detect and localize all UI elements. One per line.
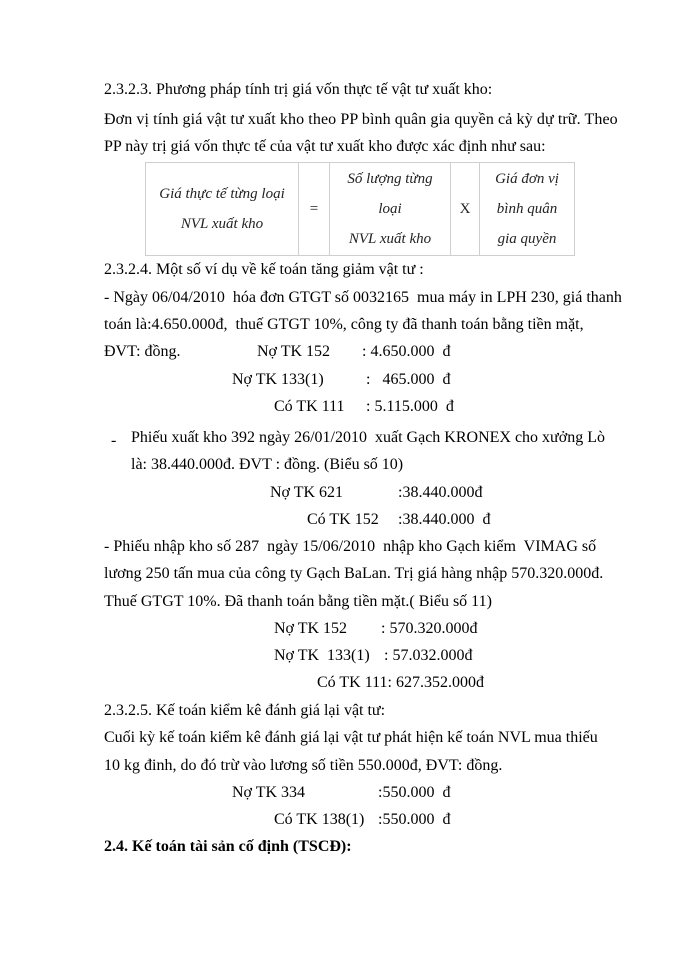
formula-cell-actual-price: Giá thực tế từng loại NVL xuất kho: [146, 163, 299, 256]
journal-entry-amount: :550.000 đ: [378, 811, 451, 828]
journal-entry-amount: :550.000 đ: [378, 784, 451, 801]
paragraph-line: - Ngày 06/04/2010 hóa đơn GTGT số 0032165 mua máy in LPH 230, giá thanh: [104, 289, 622, 306]
journal-entry-debit: Nợ TK 152: [274, 620, 348, 637]
paragraph-line: ĐVT: đồng.: [104, 343, 181, 360]
formula-multiply-sign: X: [451, 163, 480, 256]
section-heading-2325: 2.3.2.5. Kế toán kiểm kê đánh giá lại vật tư:: [104, 702, 386, 719]
paragraph-line: - Phiếu nhập kho số 287 ngày 15/06/2010 nhập kho Gạch kiểm VIMAG số: [104, 538, 597, 555]
journal-entry-credit: Có TK 152: [307, 511, 379, 528]
paragraph-line: PP này trị giá vốn thực tế của vật tư xuất kho được xác định như sau:: [104, 138, 546, 155]
paragraph-line: lương 250 tấn mua của công ty Gạch BaLan. Trị giá hàng nhập 570.320.000đ.: [104, 565, 604, 582]
journal-entry-debit: Nợ TK 334: [232, 784, 306, 801]
paragraph-line: toán là:4.650.000đ, thuế GTGT 10%, công ty đã thanh toán bằng tiền mặt,: [104, 316, 584, 333]
formula-cell-quantity: Số lượng từng loại NVL xuất kho: [330, 163, 451, 256]
journal-entry-amount: : 570.320.000đ: [381, 620, 478, 637]
section-heading-24: 2.4. Kế toán tài sản cố định (TSCĐ):: [104, 838, 352, 855]
journal-entry-amount: : 57.032.000đ: [384, 647, 473, 664]
section-heading-2324: 2.3.2.4. Một số ví dụ về kế toán tăng giảm vật tư :: [104, 261, 424, 278]
journal-entry-debit: Nợ TK 133(1): [274, 647, 370, 664]
paragraph-line: 10 kg đinh, do đó trừ vào lương số tiền 550.000đ, ĐVT: đồng.: [104, 757, 503, 774]
paragraph-line: Thuế GTGT 10%. Đã thanh toán bằng tiền mặt.( Biểu số 11): [104, 593, 492, 610]
journal-entry-debit: Nợ TK 152: [257, 343, 331, 360]
journal-entry-debit: Nợ TK 621: [270, 484, 344, 501]
paragraph-line: là: 38.440.000đ. ĐVT : đồng. (Biểu số 10): [131, 456, 404, 473]
journal-entry-amount: : 465.000 đ: [366, 371, 451, 388]
formula-table: [145, 162, 575, 256]
journal-entry-amount: :38.440.000 đ: [398, 511, 491, 528]
journal-entry-debit: Nợ TK 133(1): [232, 371, 324, 388]
section-heading-2323: 2.3.2.3. Phương pháp tính trị giá vốn thực tế vật tư xuất kho:: [104, 81, 493, 98]
journal-entry-amount: : 4.650.000 đ: [362, 343, 451, 360]
formula-cell-unit-price: Giá đơn vị bình quân gia quyền: [480, 163, 575, 256]
paragraph-line: Đơn vị tính giá vật tư xuất kho theo PP bình quân gia quyền cả kỳ dự trữ. Theo: [104, 111, 618, 128]
list-bullet: -: [111, 432, 117, 449]
journal-entry-amount: : 5.115.000 đ: [366, 398, 454, 415]
paragraph-line: Phiếu xuất kho 392 ngày 26/01/2010 xuất Gạch KRONEX cho xưởng Lò: [131, 429, 605, 446]
journal-entry-amount: :38.440.000đ: [398, 484, 483, 501]
journal-entry-credit: Có TK 138(1): [274, 811, 365, 828]
formula-equals-sign: =: [299, 163, 330, 256]
paragraph-line: Cuối kỳ kế toán kiểm kê đánh giá lại vật tư phát hiện kế toán NVL mua thiếu: [104, 729, 598, 746]
journal-entry-credit: Có TK 111: 627.352.000đ: [317, 674, 484, 691]
journal-entry-credit: Có TK 111: [274, 398, 345, 415]
